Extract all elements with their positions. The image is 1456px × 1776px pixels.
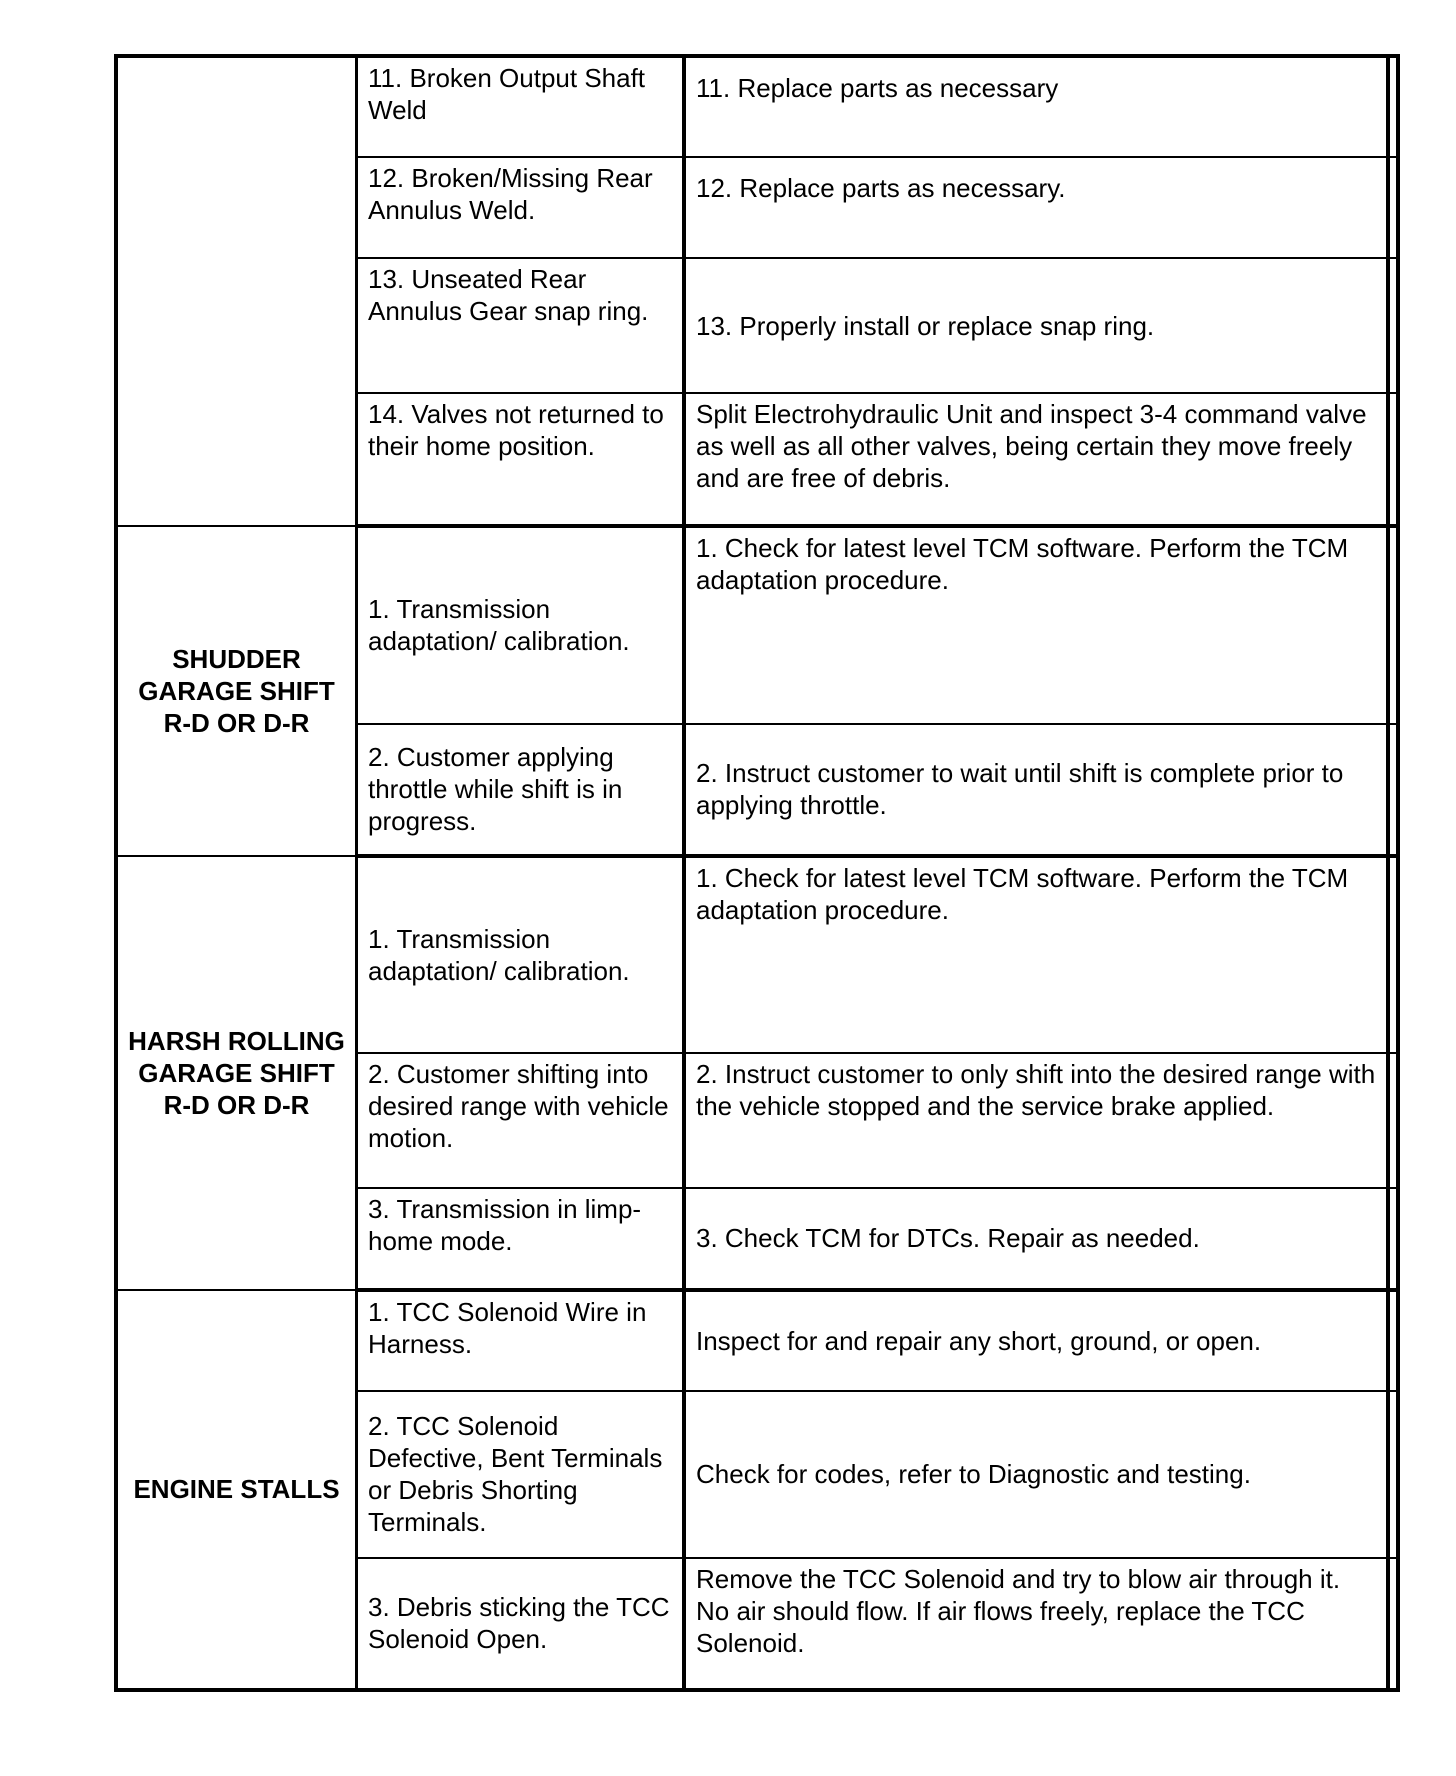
narrow-column-cell: [1388, 724, 1398, 856]
table-row: [116, 1290, 1398, 1391]
correction-cell: 3. Check TCM for DTCs. Repair as needed.: [684, 1188, 1388, 1290]
diagnosis-table: [114, 54, 1400, 1692]
cause-cell: 1. TCC Solenoid Wire in Harness.: [357, 1290, 685, 1391]
symptom-cell: SHUDDER GARAGE SHIFT R-D OR D-R: [116, 526, 357, 856]
cause-cell: 11. Broken Output Shaft Weld: [357, 56, 685, 157]
correction-cell: 13. Properly install or replace snap ring.: [684, 258, 1388, 392]
narrow-column-cell: [1388, 157, 1398, 258]
table-row: [116, 526, 1398, 723]
narrow-column-cell: [1388, 1391, 1398, 1557]
narrow-column-cell: [1388, 526, 1398, 723]
cause-cell: 14. Valves not returned to their home position.: [357, 393, 685, 526]
correction-cell: 11. Replace parts as necessary: [684, 56, 1388, 157]
correction-cell: Inspect for and repair any short, ground, or open.: [684, 1290, 1388, 1391]
correction-cell: Remove the TCC Solenoid and try to blow air through it. No air should flow. If air flows freely, replace the TCC Solenoid.: [684, 1558, 1388, 1690]
narrow-column-cell: [1388, 856, 1398, 1053]
correction-cell: 1. Check for latest level TCM software. Perform the TCM adaptation procedure.: [684, 526, 1388, 723]
cause-cell: 12. Broken/Missing Rear Annulus Weld.: [357, 157, 685, 258]
correction-cell: Check for codes, refer to Diagnostic and testing.: [684, 1391, 1388, 1557]
correction-cell: 2. Instruct customer to only shift into the desired range with the vehicle stopped and the service brake applied.: [684, 1053, 1388, 1187]
correction-cell: 1. Check for latest level TCM software. Perform the TCM adaptation procedure.: [684, 856, 1388, 1053]
correction-cell: 12. Replace parts as necessary.: [684, 157, 1388, 258]
symptom-cell: HARSH ROLLING GARAGE SHIFT R-D OR D-R: [116, 856, 357, 1290]
correction-cell: Split Electrohydraulic Unit and inspect 3-4 command valve as well as all other valves, being certain they move freely and are free of debris.: [684, 393, 1388, 526]
cause-cell: 1. Transmission adaptation/ calibration.: [357, 856, 685, 1053]
narrow-column-cell: [1388, 1188, 1398, 1290]
cause-cell: 3. Transmission in limp-home mode.: [357, 1188, 685, 1290]
table-row: [116, 56, 1398, 157]
symptom-cell: ENGINE STALLS: [116, 1290, 357, 1690]
narrow-column-cell: [1388, 393, 1398, 526]
narrow-column-cell: [1388, 258, 1398, 392]
cause-cell: 2. Customer applying throttle while shift is in progress.: [357, 724, 685, 856]
narrow-column-cell: [1388, 1290, 1398, 1391]
cause-cell: 1. Transmission adaptation/ calibration.: [357, 526, 685, 723]
cause-cell: 2. TCC Solenoid Defective, Bent Terminals or Debris Shorting Terminals.: [357, 1391, 685, 1557]
correction-cell: 2. Instruct customer to wait until shift is complete prior to applying throttle.: [684, 724, 1388, 856]
narrow-column-cell: [1388, 1053, 1398, 1187]
narrow-column-cell: [1388, 1558, 1398, 1690]
cause-cell: 3. Debris sticking the TCC Solenoid Open.: [357, 1558, 685, 1690]
symptom-cell: [116, 56, 357, 526]
narrow-column-cell: [1388, 56, 1398, 157]
cause-cell: 13. Unseated Rear Annulus Gear snap ring.: [357, 258, 685, 392]
cause-cell: 2. Customer shifting into desired range with vehicle motion.: [357, 1053, 685, 1187]
table-row: [116, 856, 1398, 1053]
